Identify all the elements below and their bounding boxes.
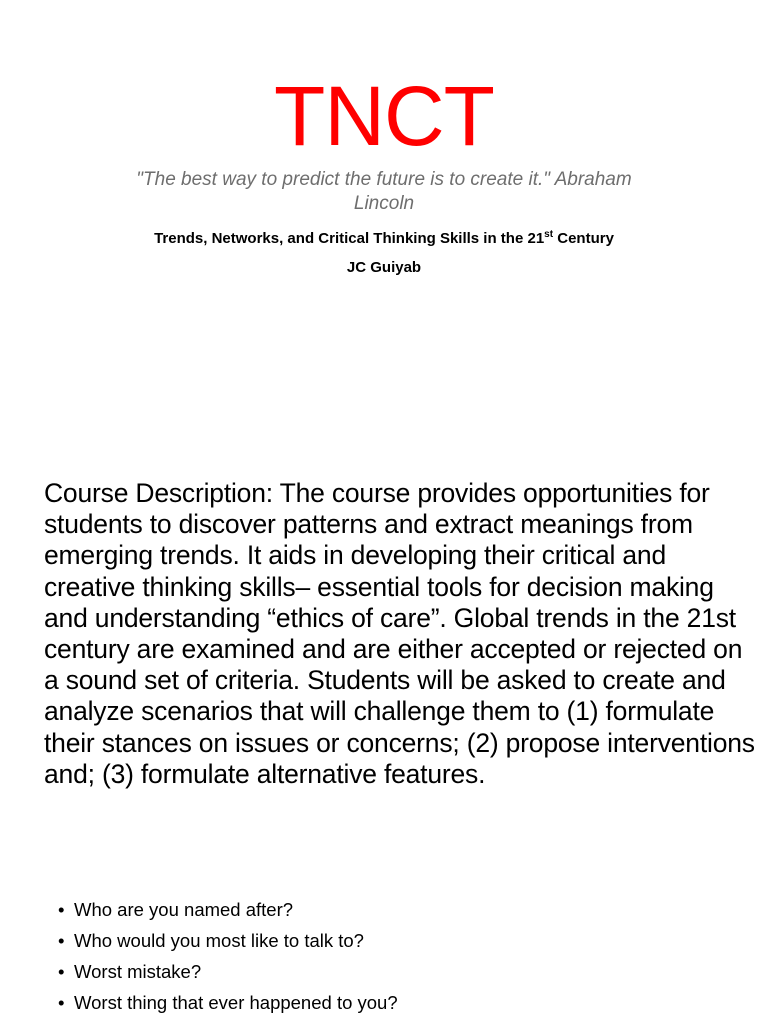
question-text: Worst mistake? <box>74 961 202 982</box>
list-item <box>58 894 758 925</box>
question-list <box>58 894 758 1018</box>
subtitle-end: Century <box>553 230 614 247</box>
course-subtitle <box>0 228 768 250</box>
list-item <box>58 925 758 956</box>
bullet-icon: • <box>58 961 65 982</box>
title-slide <box>0 0 768 300</box>
author-name: JC Guiyab <box>346 259 422 276</box>
course-description: Course Description: The course provides opportunities for students to discover patterns and extract meanings from emerging trends. It aids in developing their critical and creative thinking skills– essential tools for decision making and understanding “ethics of care”. Global trends in the 21st century are examined and are either accepted or rejected on a sound set of criteria. Students will be asked to create and analyze scenarios that will challenge them to (1) formulate their stances on issues or concerns; (2) propose interventions and; (3) formulate alternative features. <box>44 478 755 789</box>
question-text: Who are you named after? <box>74 899 294 920</box>
lincoln-quote: "The best way to predict the future is to create it." Abraham Lincoln <box>136 169 632 214</box>
list-item <box>58 987 758 1018</box>
subtitle-superscript: st <box>544 229 554 240</box>
slide-title: TNCT <box>274 69 494 163</box>
bullet-icon: • <box>58 992 65 1013</box>
list-item <box>58 956 758 987</box>
question-text: Who would you most like to talk to? <box>74 930 364 951</box>
bullet-icon: • <box>58 930 65 951</box>
question-text: Worst thing that ever happened to you? <box>74 992 398 1013</box>
subtitle-main: Trends, Networks, and Critical Thinking Skills in the 21 <box>154 230 545 247</box>
bullet-icon: • <box>58 899 65 920</box>
